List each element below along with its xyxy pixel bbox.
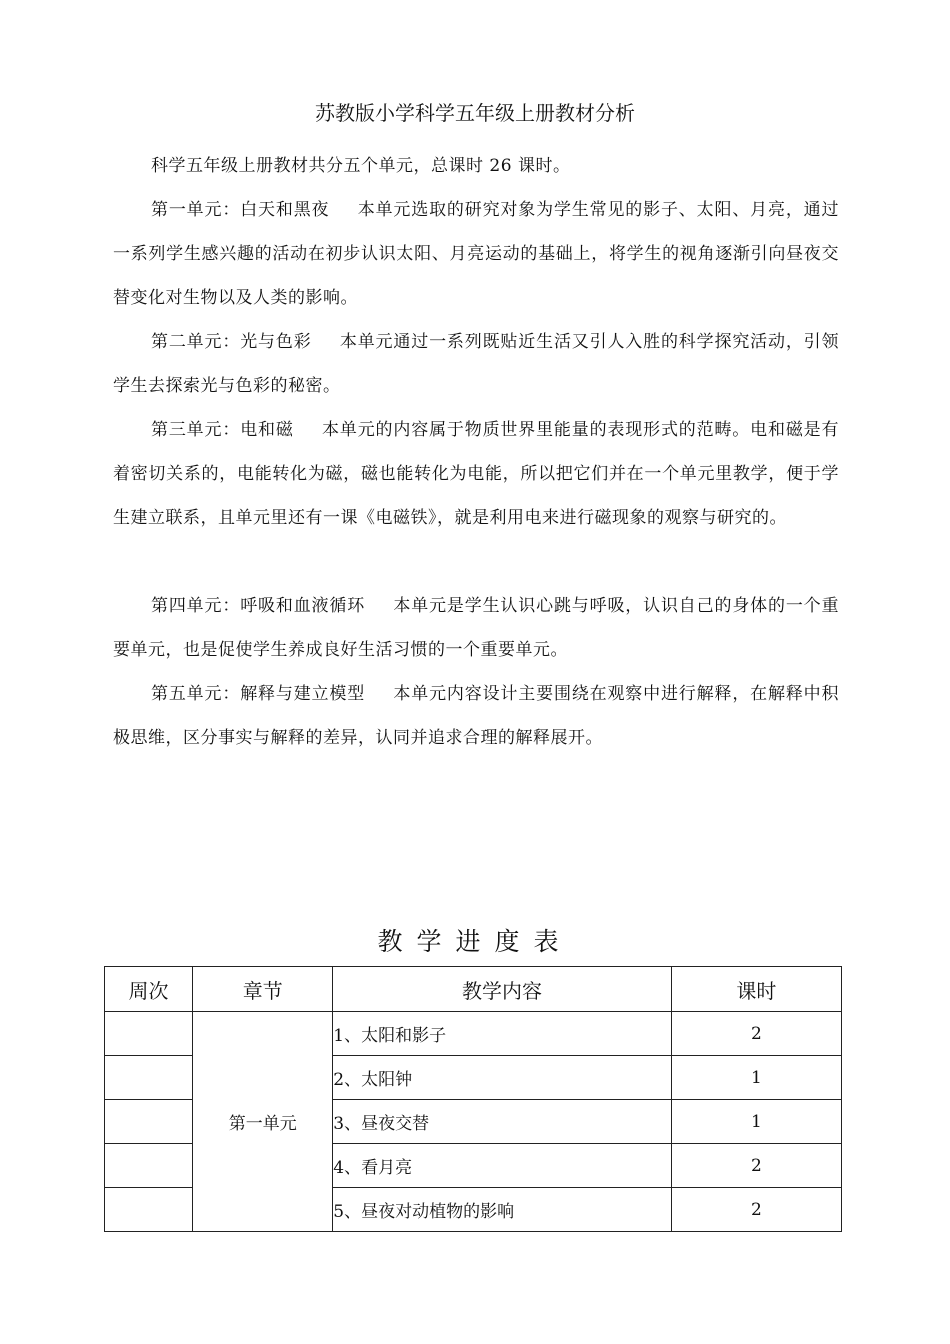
content-cell: 5、昼夜对动植物的影响	[333, 1188, 671, 1232]
week-cell	[105, 1188, 193, 1232]
unit-1-text: 本单元选取的研究对象为学生常见的影子、太阳、月亮，通过一系列学生感兴趣的活动在初步认识太阳、月亮运动的基础上，将学生的视角逐渐引向昼夜交替变化对生物以及人类的影响。	[113, 200, 840, 308]
week-cell	[105, 1012, 193, 1056]
content-cell: 4、看月亮	[333, 1144, 671, 1188]
hours-cell: 2	[671, 1012, 841, 1056]
unit-3-paragraph	[113, 408, 839, 540]
unit-1-paragraph	[113, 188, 839, 320]
chapter-cell: 第一单元	[193, 1012, 333, 1232]
unit-5-paragraph	[113, 672, 839, 760]
hours-cell: 1	[671, 1100, 841, 1144]
week-cell	[105, 1144, 193, 1188]
week-cell	[105, 1100, 193, 1144]
header-chapter: 章节	[193, 967, 333, 1012]
unit-4-paragraph	[113, 584, 839, 672]
week-cell	[105, 1056, 193, 1100]
content-cell: 3、昼夜交替	[333, 1100, 671, 1144]
header-week: 周次	[105, 967, 193, 1012]
document-title: 苏教版小学科学五年级上册教材分析	[315, 101, 635, 125]
header-hours: 课时	[671, 967, 841, 1012]
intro-paragraph: 科学五年级上册教材共分五个单元，总课时 26 课时。	[151, 156, 571, 176]
hours-cell: 2	[671, 1188, 841, 1232]
content-cell: 2、太阳钟	[333, 1056, 671, 1100]
unit-4-text: 本单元是学生认识心跳与呼吸，认识自己的身体的一个重要单元，也是促使学生养成良好生活习惯的一个重要单元。	[113, 596, 840, 660]
table-row	[105, 1012, 842, 1056]
unit-5-name: 第五单元：解释与建立模型	[151, 684, 366, 704]
unit-3-name: 第三单元：电和磁	[151, 420, 294, 440]
schedule-table	[104, 966, 842, 1232]
unit-4-name: 第四单元：呼吸和血液循环	[151, 596, 366, 616]
unit-2-text: 本单元通过一系列既贴近生活又引人入胜的科学探究活动，引领学生去探索光与色彩的秘密。	[113, 332, 840, 396]
unit-3-text: 本单元的内容属于物质世界里能量的表现形式的范畴。电和磁是有着密切关系的，电能转化为磁，磁也能转化为电能，所以把它们并在一个单元里教学，便于学生建立联系，且单元里还有一课《电磁铁》，就是利用电来进行磁现象的观察与研究的。	[113, 420, 839, 528]
unit-5-text: 本单元内容设计主要围绕在观察中进行解释，在解释中积极思维，区分事实与解释的差异，认同并追求合理的解释展开。	[113, 684, 840, 748]
schedule-header-row	[105, 967, 842, 1012]
hours-cell: 2	[671, 1144, 841, 1188]
hours-cell: 1	[671, 1056, 841, 1100]
unit-1-name: 第一单元：白天和黑夜	[151, 200, 330, 220]
unit-2-name: 第二单元：光与色彩	[151, 332, 312, 352]
schedule-title: 教学进度表	[377, 927, 573, 956]
content-cell: 1、太阳和影子	[333, 1012, 671, 1056]
header-content: 教学内容	[333, 967, 671, 1012]
unit-2-paragraph	[113, 320, 839, 408]
